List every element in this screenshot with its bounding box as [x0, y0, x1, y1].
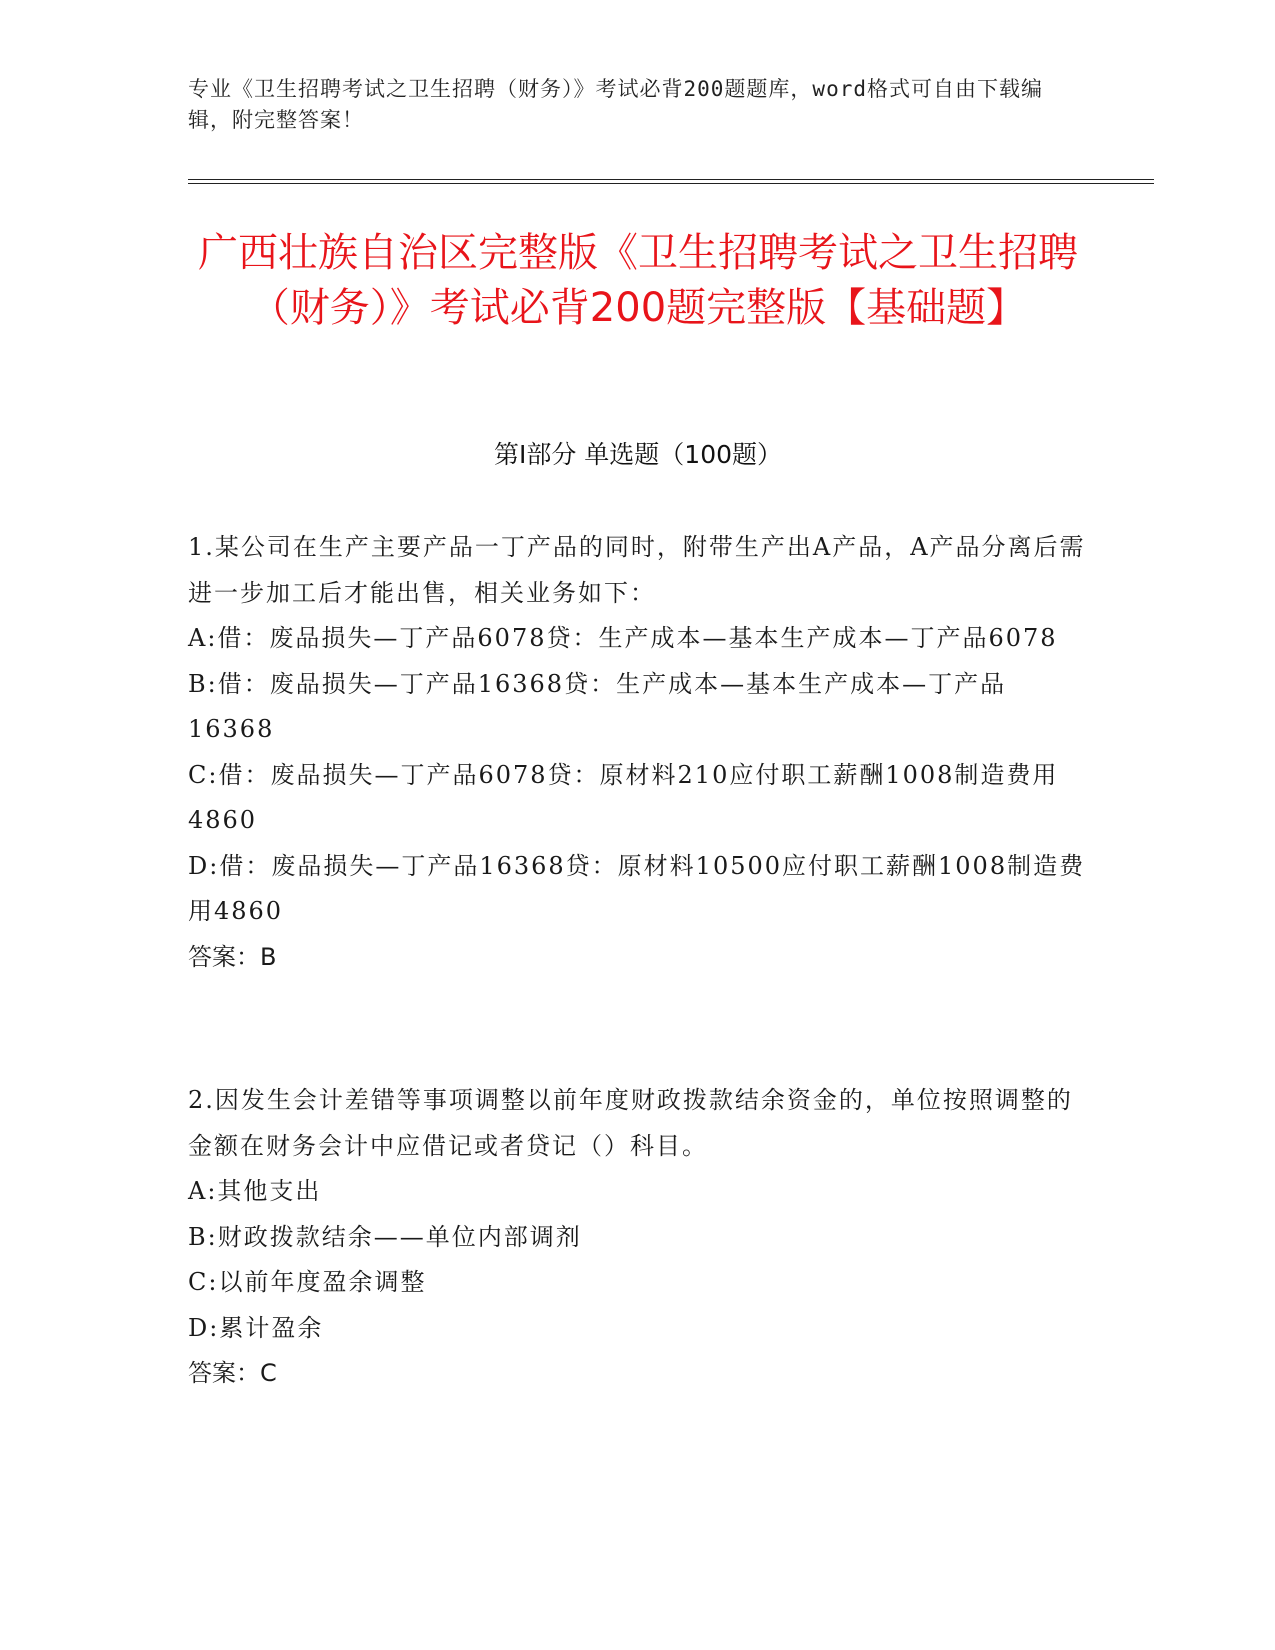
answer-line: 答案：C [188, 1359, 277, 1387]
section-heading: 第I部分 单选题（100题） [493, 440, 783, 469]
document-title: 广西壮族自治区完整版《卫生招聘考试之卫生招聘（财务）》考试必背200题完整版【基础题】 [198, 230, 1078, 331]
option-b: B:借：废品损失—丁产品16368贷：生产成本—基本生产成本—丁产品16368 [188, 669, 1007, 743]
option-b: B:财政拨款结余——单位内部调剂 [188, 1222, 582, 1251]
option-a: A:其他支出 [188, 1177, 322, 1205]
option-c: C:以前年度盈余调整 [188, 1268, 427, 1296]
question-stem: 1.某公司在生产主要产品一丁产品的同时，附带生产出A产品，A产品分离后需进一步加工后才能出售，相关业务如下： [188, 533, 1086, 607]
option-c: C:借：废品损失—丁产品6078贷：原材料210应付职工薪酬1008制造费用4860 [188, 760, 1059, 834]
question-1 [188, 525, 1088, 980]
header-divider-top [188, 179, 1154, 180]
option-a: A:借：废品损失—丁产品6078贷：生产成本—基本生产成本—丁产品6078 [188, 624, 1058, 652]
header-note: 专业《卫生招聘考试之卫生招聘（财务）》考试必背200题题库，word格式可自由下载编辑，附完整答案！ [188, 77, 1043, 132]
header-divider-bottom [188, 183, 1154, 184]
answer-line: 答案：B [188, 942, 277, 971]
option-d: D:借：废品损失—丁产品16368贷：原材料10500应付职工薪酬1008制造费用4860 [188, 851, 1086, 925]
question-2 [188, 1078, 1088, 1397]
option-d: D:累计盈余 [188, 1313, 324, 1342]
question-stem: 2.因发生会计差错等事项调整以前年度财政拨款结余资金的，单位按照调整的金额在财务会计中应借记或者贷记（）科目。 [188, 1086, 1073, 1160]
